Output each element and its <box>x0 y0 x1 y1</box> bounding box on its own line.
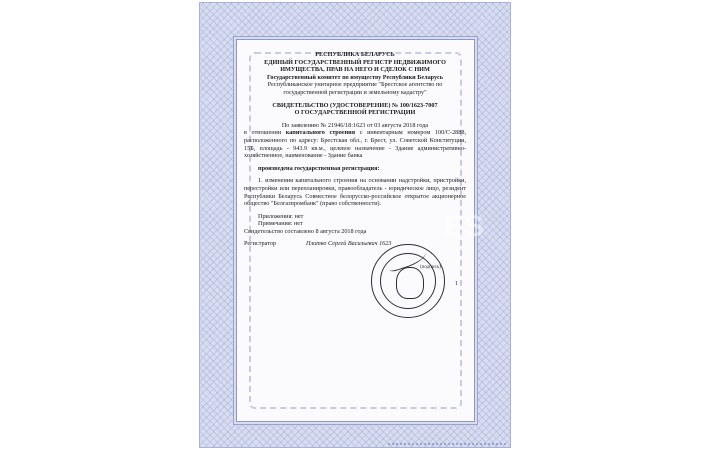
object-details: с инвентарным номером 100/С-2888, расположенного по адресу: Брестская обл., г. Брест, ул. Советской Конституции, 15Б, площадь - 943.9 кв.м., целевое назначение - Здание административно-хозяйственное, наименование - Здание банка <box>244 129 466 160</box>
watermark: ES <box>444 210 485 243</box>
enterprise-name-line1: Республиканское унитарное предприятие "Брестское агентство по <box>267 81 443 89</box>
certificate-title-line1: СВИДЕТЕЛЬСТВО (УДОСТОВЕРЕНИЕ) № 100/1623-7007 <box>272 101 438 109</box>
register-heading-line1: ЕДИНЫЙ ГОСУДАРСТВЕННЫЙ РЕГИСТР НЕДВИЖИМОГО <box>264 58 446 66</box>
notes-line: Примечания: нет <box>258 220 303 228</box>
object-type: капитального строения <box>285 129 356 137</box>
committee-name: Государственный комитет по имуществу Республики Беларусь <box>267 73 443 81</box>
registrar-name: Плитко Сергей Васильевич 1623 <box>306 240 392 248</box>
registration-item: 1. изменения капитального строения на основании надстройки, пристройки, перестройки или перепланировки, правообладатель - юридическое лицо, резидент Республики Беларусь Совместное белорусско-российское открытое акционерное общество "Белгазпромбанк" (право собственности). <box>244 177 466 208</box>
page-number: 1 <box>455 281 458 287</box>
object-prefix: в отношении <box>244 129 286 137</box>
certificate-title-line2: О ГОСУДАРСТВЕННОЙ РЕГИСТРАЦИИ <box>294 109 416 117</box>
application-line: По заявлению № 21946/18:1623 от 03 августа 2018 года <box>281 121 429 129</box>
enterprise-name-line2: государственной регистрации и земельному кадастру" <box>283 88 427 96</box>
object-description <box>244 129 466 159</box>
registrar-label: Регистратор <box>244 240 276 248</box>
seal-emblem <box>396 267 424 299</box>
registrar-row <box>244 240 466 248</box>
country-heading: РЕСПУБЛИКА БЕЛАРУСЬ <box>315 51 395 58</box>
footer-print-line <box>388 443 508 445</box>
registration-performed: произведена государственная регистрация: <box>258 164 380 172</box>
issued-line: Свидетельство составлено 8 августа 2018 года <box>244 227 367 235</box>
certificate-text <box>244 51 466 248</box>
attachments-line: Приложения: нет <box>258 212 304 220</box>
register-heading-line2: ИМУЩЕСТВА, ПРАВ НА НЕГО И СДЕЛОК С НИМ <box>280 66 430 74</box>
seal-caption: (подпись) <box>420 265 441 270</box>
